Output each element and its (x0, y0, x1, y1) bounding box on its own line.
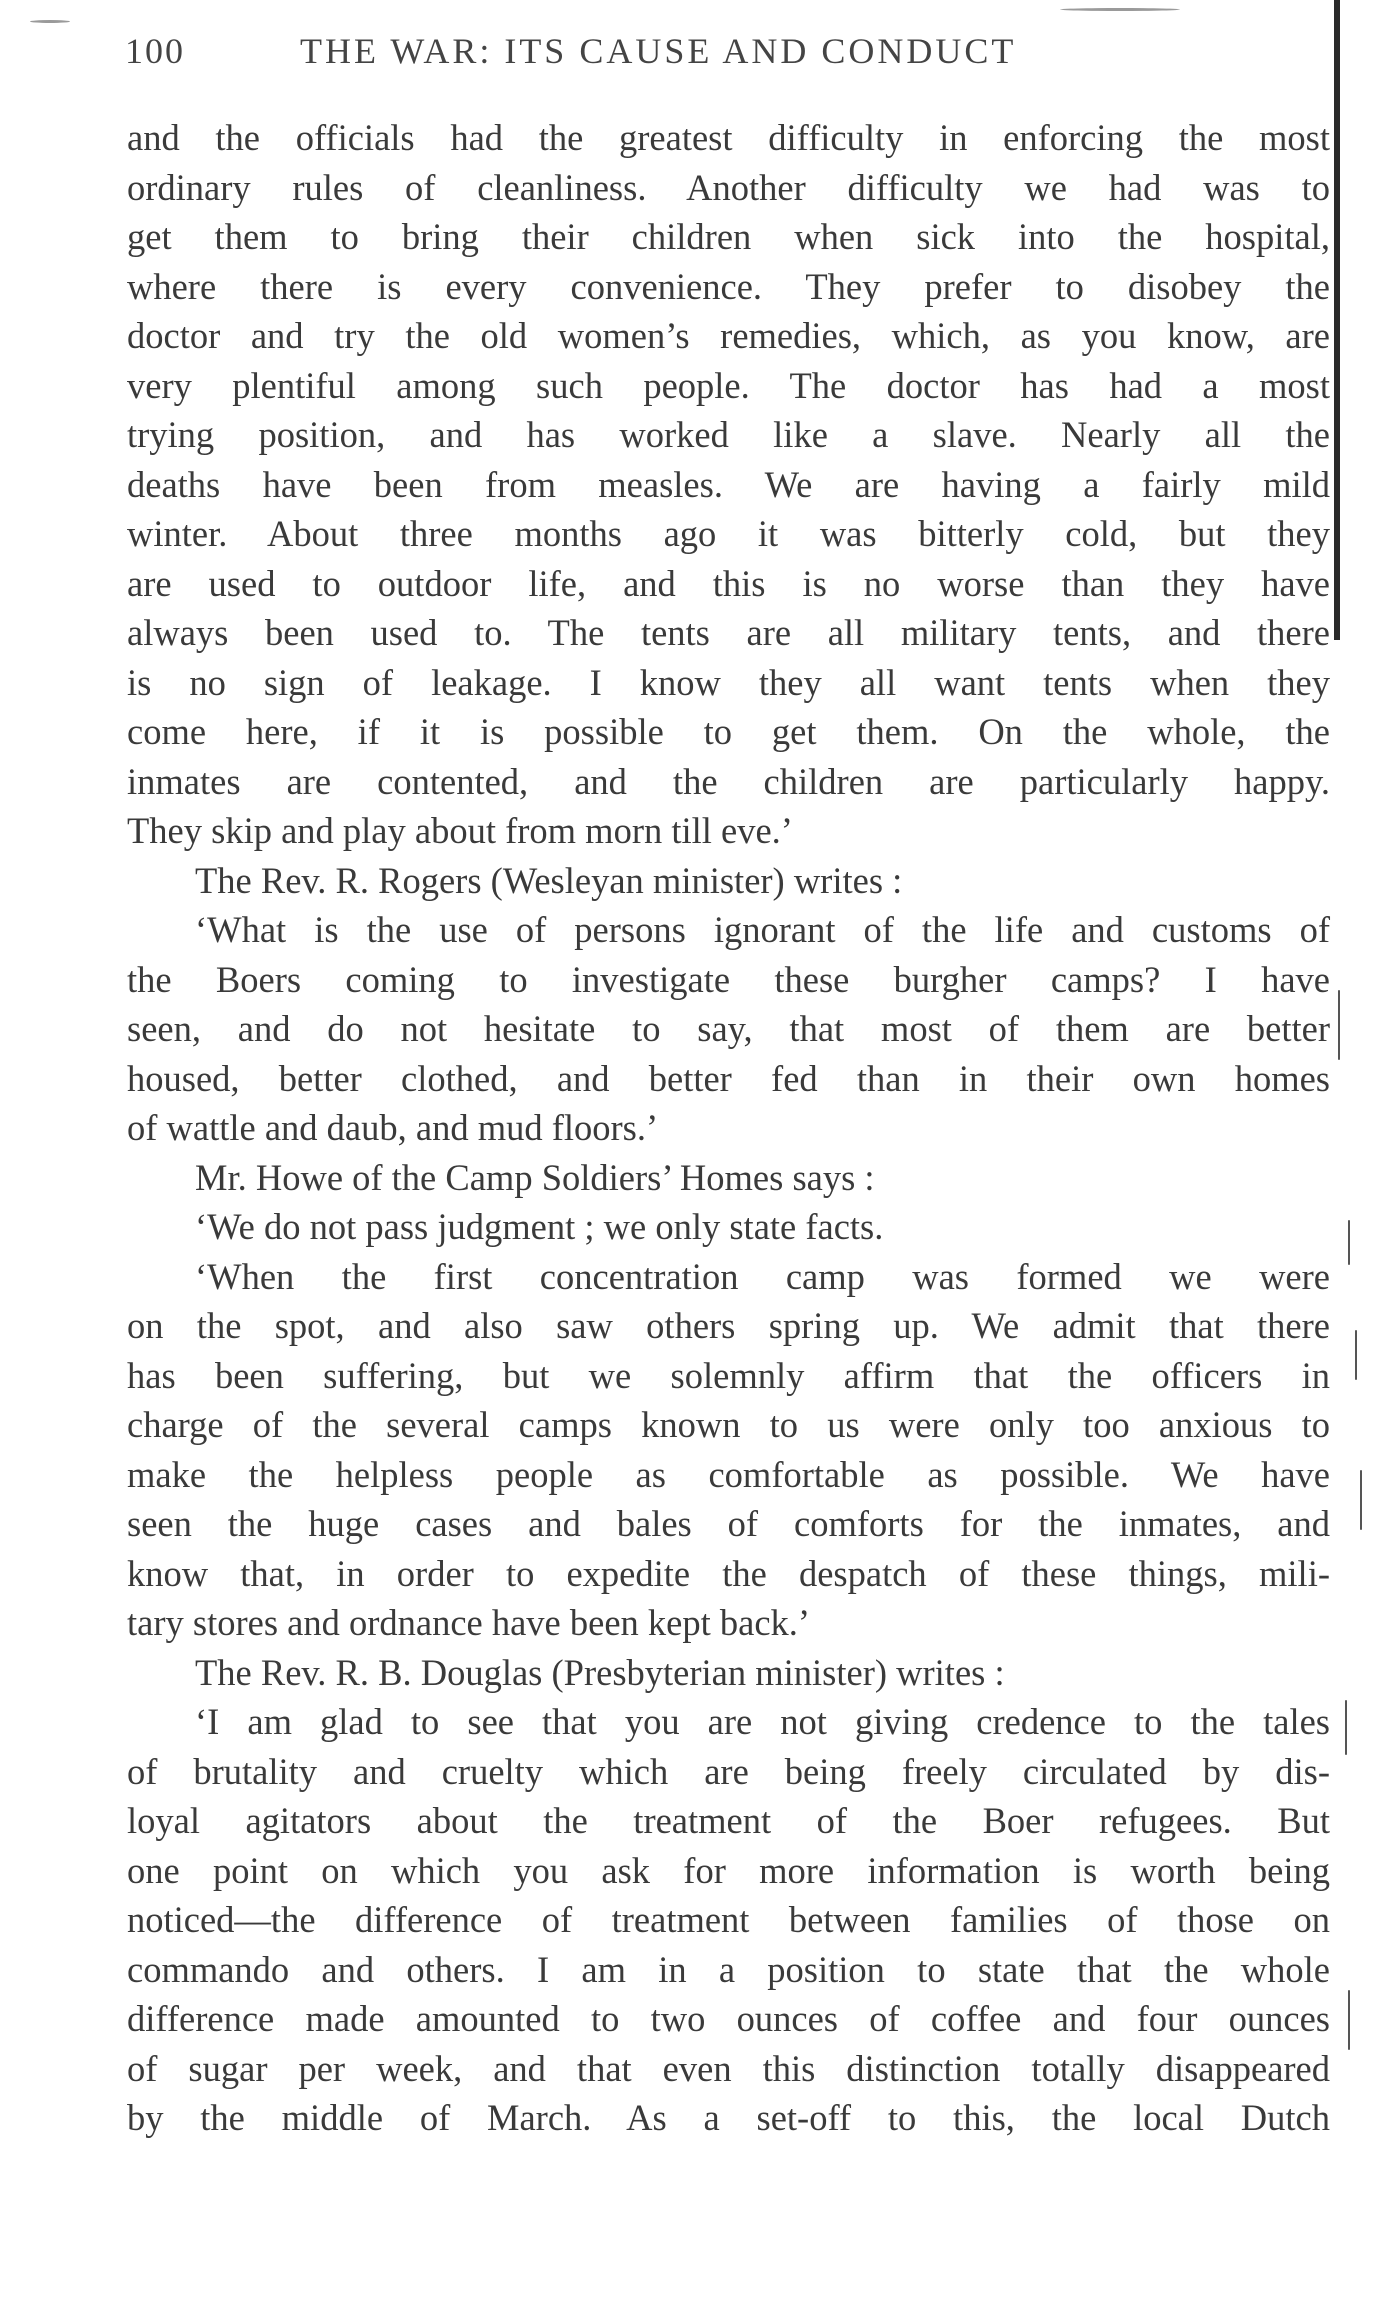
scan-speck (1060, 8, 1180, 11)
text-line: one point on which you ask for more information is worth being (127, 1849, 1330, 1891)
text-line: winter. About three months ago it was bitterly cold, but they (127, 513, 1330, 554)
text-line: come here, if it is possible to get them. On the whole, the (127, 711, 1330, 752)
text-line: get them to bring their children when sick into the hospital, (127, 216, 1330, 257)
margin-mark (1355, 1330, 1357, 1380)
text-line: where there is every convenience. They prefer to disobey the (127, 265, 1330, 307)
text-line: ‘When the first concentration camp was formed we were (195, 1255, 1330, 1297)
scan-speck (30, 20, 70, 23)
text-line: difference made amounted to two ounces of coffee and four ounces (127, 1998, 1330, 2039)
text-line: charge of the several camps known to us were only too anxious to (127, 1404, 1330, 1445)
text-line: make the helpless people as comfortable as possible. We have (127, 1453, 1330, 1495)
text-line: of brutality and cruelty which are being freely circulated by dis- (127, 1750, 1330, 1792)
text-line: seen, and do not hesitate to say, that most of them are better (127, 1008, 1330, 1049)
margin-mark (1348, 1990, 1350, 2050)
text-line: are used to outdoor life, and this is no worse than they have (127, 562, 1330, 604)
text-line: inmates are contented, and the children are particularly happy. (127, 760, 1330, 802)
text-line: of wattle and daub, and mud floors.’ (127, 1107, 659, 1148)
text-line: of sugar per week, and that even this distinction totally disappeared (127, 2047, 1330, 2089)
margin-mark (1360, 1470, 1362, 1530)
text-line: deaths have been from measles. We are having a fairly mild (127, 463, 1330, 505)
text-line: know that, in order to expedite the despatch of these things, mili- (127, 1552, 1330, 1594)
text-line: Mr. Howe of the Camp Soldiers’ Homes says : (195, 1156, 875, 1198)
text-line: The Rev. R. B. Douglas (Presbyterian minister) writes : (195, 1651, 1005, 1693)
text-line: ‘I am glad to see that you are not giving credence to the tales (195, 1701, 1330, 1742)
text-line: They skip and play about from morn till eve.’ (127, 810, 793, 851)
margin-mark (1338, 990, 1340, 1060)
text-line: by the middle of March. As a set-off to this, the local Dutch (127, 2097, 1330, 2138)
text-line: the Boers coming to investigate these burgher camps? I have (127, 958, 1330, 1000)
text-line: housed, better clothed, and better fed than in their own homes (127, 1057, 1330, 1099)
text-line: commando and others. I am in a position to state that the whole (127, 1948, 1330, 1990)
text-line: noticed—the difference of treatment between families of those on (127, 1899, 1330, 1940)
running-header (125, 30, 1165, 80)
text-line: doctor and try the old women’s remedies, which, as you know, are (127, 315, 1330, 356)
page-edge-shadow (1334, 0, 1340, 640)
text-line: always been used to. The tents are all military tents, and there (127, 612, 1330, 653)
running-title: THE WAR: ITS CAUSE AND CONDUCT (300, 31, 1017, 71)
text-line: ‘We do not pass judgment ; we only state facts. (195, 1206, 884, 1247)
text-line: and the officials had the greatest difficulty in enforcing the most (127, 117, 1330, 158)
text-line: trying position, and has worked like a slave. Nearly all the (127, 414, 1330, 455)
text-line: seen the huge cases and bales of comforts for the inmates, and (127, 1503, 1330, 1544)
margin-mark (1348, 1220, 1350, 1265)
page-number: 100 (125, 31, 185, 71)
text-line: has been suffering, but we solemnly affirm that the officers in (127, 1354, 1330, 1396)
text-line: is no sign of leakage. I know they all want tents when they (127, 661, 1330, 703)
margin-mark (1345, 1700, 1347, 1755)
text-line: tary stores and ordnance have been kept back.’ (127, 1602, 811, 1643)
text-line: ‘What is the use of persons ignorant of the life and customs of (195, 909, 1330, 950)
text-line: on the spot, and also saw others spring up. We admit that there (127, 1305, 1330, 1346)
body-text (127, 113, 1330, 2143)
text-line: very plentiful among such people. The doctor has had a most (127, 364, 1330, 406)
text-line: ordinary rules of cleanliness. Another difficulty we had was to (127, 166, 1330, 208)
text-line: loyal agitators about the treatment of the Boer refugees. But (127, 1800, 1330, 1841)
text-line: The Rev. R. Rogers (Wesleyan minister) writes : (195, 859, 903, 901)
